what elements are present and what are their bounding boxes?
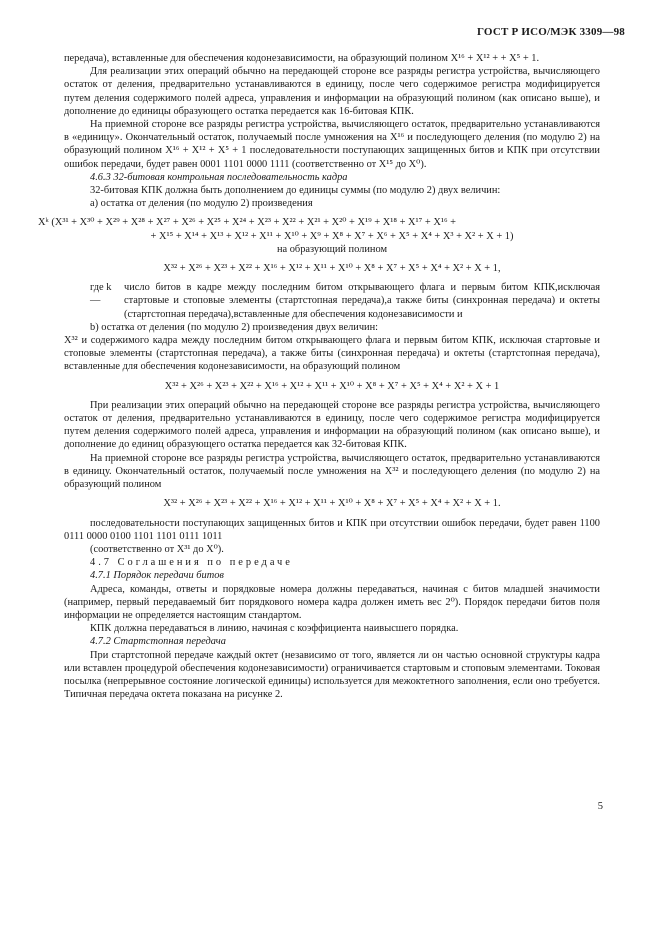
section-heading: 4.7 Соглашения по передаче (90, 557, 293, 569)
formula-caption: на образующий полином (276, 243, 388, 255)
formula-line: + X¹⁵ + X¹⁴ + X¹³ + X¹² + X¹¹ + X¹⁰ + X⁹ + X⁸ + X⁷ + X⁶ + X⁵ + X⁴ + X³ + X² + X + 1) (150, 230, 514, 242)
section-heading: 4.6.3 32-битовая контрольная последовательность кадра (90, 171, 348, 183)
paragraph: (соответственно от X³¹ до X⁰). (90, 543, 224, 555)
formula: X³² + X²⁶ + X²³ + X²² + X¹⁶ + X¹² + X¹¹ + X¹⁰ + X⁸ + X⁷ + X⁵ + X⁴ + X² + X + 1, (163, 263, 501, 275)
formula-line: Xᵏ (X³¹ + X³⁰ + X²⁹ + X²⁸ + X²⁷ + X²⁶ + X²⁵ + X²⁴ + X²³ + X²² + X²¹ + X²⁰ + X¹⁹ + X¹⁸ + X¹⁷ + X¹⁶ + (38, 217, 457, 229)
paragraph: X³² и содержимого кадра между последним битом открывающего флага и первым битом КПК, исключая стартовые и стоповые элементы (стартстопная передача), а также биты (синхронная передача) и октеты (стартстопная передача), вставленные для обеспечения кодонезависимости, на образующий полином (64, 335, 600, 373)
paragraph: На приемной стороне все разряды регистра устройства, вычисляющего остаток, предварительно устанавливаются в «единицу». Окончательный остаток, получаемый после умножения на X¹⁶ и последующего деления (по модулю 2) на образующий полином X¹⁶ + X¹² + X⁵ + 1 последовательности поступающих защищенных битов и КПК при отсутствии ошибок передачи, будет равен 0001 1101 0000 1111 (соответственно от X¹⁵ до X⁰). (64, 119, 600, 170)
formula: X³² + X²⁶ + X²³ + X²² + X¹⁶ + X¹² + X¹¹ + X¹⁰ + X⁸ + X⁷ + X⁵ + X⁴ + X² + X + 1 (164, 380, 500, 392)
page-body (38, 52, 600, 701)
paragraph: последовательности поступающих защищенных битов и КПК при отсутствии ошибок передачи, будет равен 1100 0111 0000 0100 1101 1101 0111 1011 (64, 517, 600, 542)
paragraph: КПК должна передаваться в линию, начиная с коэффициента наивысшего порядка. (90, 623, 459, 635)
formula: X³² + X²⁶ + X²³ + X²² + X¹⁶ + X¹² + X¹¹ + X¹⁰ + X⁸ + X⁷ + X⁵ + X⁴ + X² + X + 1. (163, 498, 501, 510)
list-item: b) остатка от деления (по модулю 2) произведения двух величин: (90, 321, 379, 333)
definition (64, 281, 600, 321)
list-item: а) остатка от деления (по модулю 2) произведения (90, 198, 313, 210)
paragraph: Для реализации этих операций обычно на передающей стороне все разряды регистра устройства, вычисляющего остаток от деления, предварительно устанавливаются в единицу, после чего содержимое регистра модифицируется путем деления содержимого полей адреса, управления и информации на образующий полином (как описано выше), и дополнение до единицы образующего остатка передается как 16-битовая КПК. (64, 66, 600, 117)
definition-term: где k — (90, 282, 112, 307)
paragraph: На приемной стороне все разряды регистра устройства, вычисляющего остаток, предварительно устанавливаются в единицу. Окончательный остаток, получаемый после умножения на X³² и последующего деления (по модулю 2) на образующий полином (64, 452, 600, 491)
paragraph: При реализации этих операций обычно на передающей стороне все разряды регистра устройства, вычисляющего остаток от деления, предварительно устанавливаются в единицу, после чего содержимое регистра модифицируется путем деления содержимого полей адреса, управления и информации на образующий полином (как описано выше), и дополнение до единиц образующего остатка передается как 32-битовая КПК. (64, 399, 600, 451)
page-number: 5 (597, 801, 603, 812)
paragraph: При стартстопной передаче каждый октет (независимо от того, является ли он частью основной структуры кадра или вставлен процедурой обеспечения кодонезависимости) ограничивается стартовым и стоповым элементами. Токовая посылка (непрерывное состояние логической единицы) используется для межоктетного заполнения, если оно требуется. Типичная передача октета показана на рисунке 2. (64, 649, 600, 701)
paragraph: Адреса, команды, ответы и порядковые номера должны передаваться, начиная с битов младшей значимости (например, первый передаваемый бит порядкового номера кадра должен иметь вес 2⁰). Порядок передачи битов поля информации не определяется настоящим стандартом. (64, 583, 600, 621)
definition-text: число битов в кадре между последним битом открывающего флага и первым битом КПК,исключая стартовые и стоповые элементы (стартстопная передача),а также биты (синхронная передача) и октеты (стартстопная передача),вставленные для обеспечения кодонезависимости и (124, 282, 600, 320)
paragraph: 32-битовая КПК должна быть дополнением до единицы суммы (по модулю 2) двух величин: (90, 185, 501, 197)
paragraph: передача), вставленные для обеспечения кодонезависимости, на образующий полином X¹⁶ + X¹² + + X⁵ + 1. (64, 53, 540, 64)
subsection-heading: 4.7.2 Стартстопная передача (90, 636, 226, 648)
subsection-heading: 4.7.1 Порядок передачи битов (90, 570, 224, 582)
page-header: ГОСТ Р ИСО/МЭК 3309—98 (477, 26, 625, 38)
